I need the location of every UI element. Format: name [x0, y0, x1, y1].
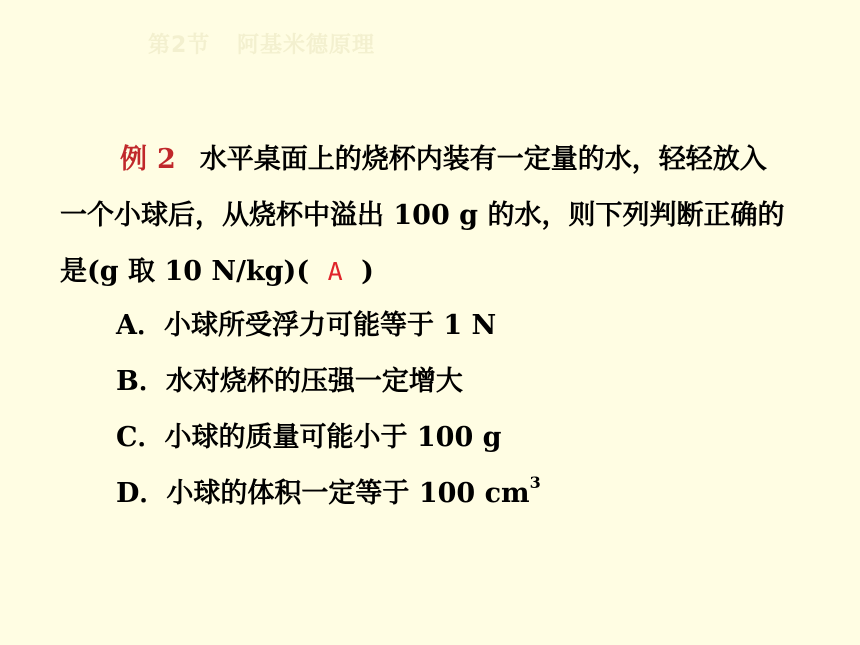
question-close-paren: ): [361, 256, 374, 287]
question-line-2: 一个小球后，从烧杯中溢出 100 g 的水，则下列判断正确的: [60, 200, 785, 231]
question-line-3: [60, 244, 820, 300]
question-block: [60, 132, 820, 300]
option-b-text: B．水对烧杯的压强一定增大: [116, 366, 463, 397]
example-label: [120, 144, 176, 175]
option-a: [116, 298, 541, 354]
section-number: 第2节: [148, 33, 211, 58]
question-text-3: 是(g 取 10 N/kg)(: [60, 256, 310, 287]
answer-choice: A: [327, 257, 343, 286]
option-d: [116, 466, 541, 522]
question-line-1: [60, 132, 820, 188]
example-word: 例: [120, 144, 147, 175]
option-d-superscript: 3: [529, 473, 541, 492]
option-c-text: C．小球的质量可能小于 100 g: [116, 422, 502, 453]
question-text-1: 水平桌面上的烧杯内装有一定量的水，轻轻放入: [199, 144, 767, 175]
options-list: [116, 298, 541, 522]
option-c: [116, 410, 541, 466]
section-title: 阿基米德原理: [236, 33, 375, 58]
option-b: [116, 354, 541, 410]
option-d-text: D．小球的体积一定等于 100 cm: [116, 478, 530, 509]
slide-header: [148, 28, 375, 59]
option-a-text: A．小球所受浮力可能等于 1 N: [116, 310, 497, 341]
example-number: 2: [157, 144, 176, 175]
